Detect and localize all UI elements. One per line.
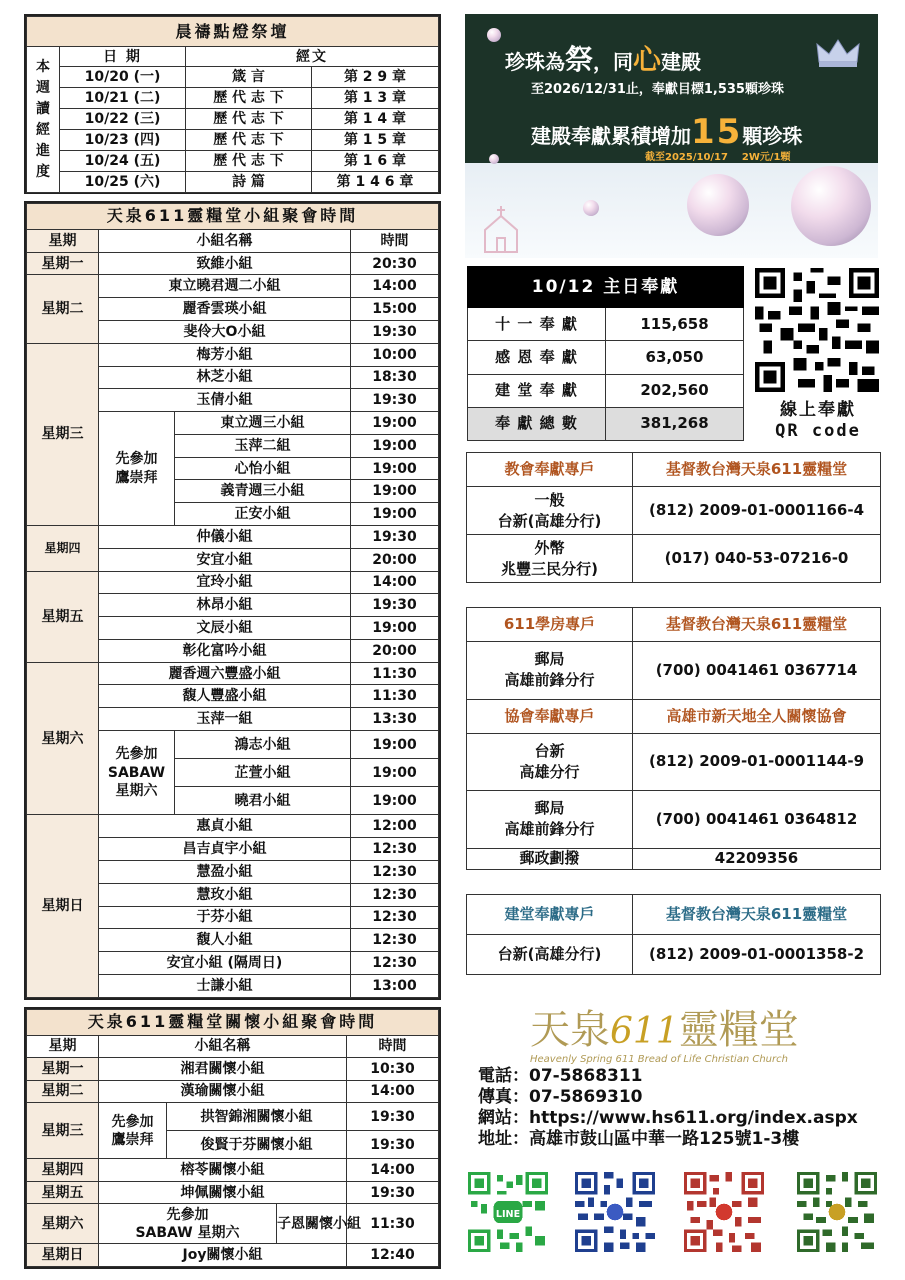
reading-date: 10/22 (三)	[60, 109, 186, 130]
group-time: 12:30	[351, 906, 439, 929]
account-bank: 台新 高雄分行	[467, 733, 633, 791]
ministry-accounts	[466, 607, 881, 870]
qr-label-line: QR code	[775, 421, 861, 441]
reading-book: 箴 言	[186, 67, 312, 88]
reading-chapter: 第 2 9 章	[312, 67, 439, 88]
group-name: 馥人小組	[99, 929, 351, 952]
group-name: 彰化富吟小組	[99, 639, 351, 662]
group-time: 20:00	[351, 639, 439, 662]
account-number: (812) 2009-01-0001144-9	[633, 733, 881, 791]
day-label: 星期四	[27, 525, 99, 571]
care-name: Joy關懷小組	[99, 1244, 347, 1267]
contact-info	[478, 1066, 858, 1150]
banner-text: ，同	[593, 50, 634, 74]
reading-date: 10/24 (五)	[60, 151, 186, 172]
care-title: 天泉611靈糧堂關懷小組聚會時間	[27, 1010, 439, 1036]
account-bank: 外幣 兆豐三民分行)	[467, 535, 633, 583]
reading-chapter: 第 1 4 6 章	[312, 172, 439, 193]
day-label: 星期三	[27, 1103, 99, 1159]
offering-label: 建 堂 奉 獻	[468, 374, 606, 407]
group-time: 20:00	[351, 548, 439, 571]
group-name: 東立曉君週二小組	[99, 275, 351, 298]
group-time: 14:00	[351, 571, 439, 594]
group-name: 林芝小組	[99, 366, 351, 389]
banner-text: 建殿奉獻累積增加	[531, 124, 691, 148]
group-time: 12:30	[351, 883, 439, 906]
phone: 電話：07-5868311	[478, 1066, 643, 1086]
offering-label: 感 恩 奉 獻	[468, 341, 606, 374]
group-name: 麗香雲瑛小組	[99, 298, 351, 321]
day-label: 星期六	[27, 1204, 99, 1244]
group-time: 19:30	[351, 320, 439, 343]
group-head-name: 小組名稱	[99, 229, 351, 252]
group-name: 玉萍二組	[175, 434, 351, 457]
banner-text: 祭	[565, 43, 594, 76]
pre-worship-note: 先參加 鷹崇拜	[99, 412, 175, 526]
group-time: 12:30	[351, 929, 439, 952]
care-name: 子恩關懷小組	[277, 1204, 347, 1244]
banner-headline	[505, 38, 701, 78]
account-holder: 基督教台灣天泉611靈糧堂	[633, 608, 881, 642]
account-holder: 高雄市新天地全人關懷協會	[633, 699, 881, 733]
facebook-qr-icon[interactable]	[575, 1172, 655, 1252]
group-head-day: 星期	[27, 229, 99, 252]
reading-chapter: 第 1 5 章	[312, 130, 439, 151]
care-name: 榕苓關懷小組	[99, 1159, 347, 1182]
logo-subtitle: Heavenly Spring 611 Bread of Life Christian Church	[530, 1054, 788, 1065]
account-bank: 郵政劃撥	[467, 848, 633, 869]
group-time: 11:30	[351, 662, 439, 685]
account-number: (017) 040-53-07216-0	[633, 535, 881, 583]
care-time: 19:30	[347, 1131, 439, 1159]
banner-date-note: 截至2025/10/17 2W元/1顆	[645, 152, 791, 163]
reading-chapter: 第 1 6 章	[312, 151, 439, 172]
day-label: 星期五	[27, 571, 99, 662]
account-heading: 教會奉獻專戶	[467, 453, 633, 487]
logo-text: 天泉	[530, 1007, 610, 1053]
group-name: 安宜小組	[99, 548, 351, 571]
church-logo	[530, 1008, 830, 1064]
care-time: 10:30	[347, 1058, 439, 1081]
group-name: 慧盈小組	[99, 860, 351, 883]
care-pre-worship-note: 先參加 鷹崇拜	[99, 1103, 167, 1159]
group-time: 19:30	[351, 525, 439, 548]
day-label: 星期一	[27, 1058, 99, 1081]
day-label: 星期二	[27, 1080, 99, 1103]
address: 地址：高雄市鼓山區中華一路125號1-3樓	[478, 1129, 800, 1149]
banner-text: 珍珠為	[505, 50, 565, 74]
svg-text:LINE: LINE	[495, 1208, 521, 1220]
pearl-icon	[489, 154, 499, 164]
account-bank: 郵局 高雄前鋒分行	[467, 791, 633, 849]
group-name: 玉萍一組	[99, 708, 351, 731]
reading-chapter: 第 1 4 章	[312, 109, 439, 130]
group-name: 慧玫小組	[99, 883, 351, 906]
qr-label-line: 線上奉獻	[780, 400, 856, 420]
day-label: 星期日	[27, 815, 99, 998]
group-time: 19:00	[351, 617, 439, 640]
reading-date: 10/23 (四)	[60, 130, 186, 151]
group-time: 10:00	[351, 343, 439, 366]
group-name: 梅芳小組	[99, 343, 351, 366]
offering-value: 115,658	[606, 308, 744, 341]
group-name: 文辰小組	[99, 617, 351, 640]
reading-side-label: 本週讀經進度	[27, 47, 60, 193]
hs611-qr-icon[interactable]	[797, 1172, 877, 1252]
group-name: 于芬小組	[99, 906, 351, 929]
group-name: 仲儀小組	[99, 525, 351, 548]
line-qr-icon[interactable]	[468, 1172, 548, 1252]
group-name: 安宜小組 (隔周日)	[99, 952, 351, 975]
group-time: 12:30	[351, 952, 439, 975]
pearl-banner	[465, 14, 878, 258]
care-name: 坤佩關懷小組	[99, 1181, 347, 1204]
group-time: 20:30	[351, 252, 439, 275]
reading-book: 歷 代 志 下	[186, 130, 312, 151]
group-name: 惠貞小組	[99, 815, 351, 838]
care-pre-sabaw-note: 先參加 SABAW 星期六	[99, 1204, 277, 1244]
group-name: 義青週三小組	[175, 480, 351, 503]
day-label: 星期五	[27, 1181, 99, 1204]
reading-book: 詩 篇	[186, 172, 312, 193]
pearl-icon	[687, 174, 749, 236]
account-holder: 基督教台灣天泉611靈糧堂	[633, 895, 881, 935]
group-name: 玉倩小組	[99, 389, 351, 412]
offering-value: 202,560	[606, 374, 744, 407]
day-label: 星期日	[27, 1244, 99, 1267]
small-group-schedule	[24, 201, 441, 1000]
banner-text: 建殿	[661, 50, 702, 74]
offering-total-value: 381,268	[606, 407, 744, 440]
care-name: 俊賢于芬關懷小組	[167, 1131, 347, 1159]
reading-book: 歷 代 志 下	[186, 88, 312, 109]
reading-date: 10/20 (一)	[60, 67, 186, 88]
group-time: 19:00	[351, 480, 439, 503]
group-time: 19:00	[351, 412, 439, 435]
reading-title: 晨禱點燈祭壇	[27, 17, 439, 47]
banner-text: 顆珍珠	[742, 124, 803, 148]
group-name: 芷萱小組	[175, 759, 351, 787]
group-time: 12:30	[351, 838, 439, 861]
banner-count: 15	[691, 112, 743, 152]
care-head-name: 小組名稱	[99, 1035, 347, 1058]
church-account	[466, 452, 881, 583]
group-name: 斐伶大O小組	[99, 320, 351, 343]
offering-label: 十 一 奉 獻	[468, 308, 606, 341]
group-time: 19:00	[351, 503, 439, 526]
group-time: 19:00	[351, 434, 439, 457]
account-heading: 611學房專戶	[467, 608, 633, 642]
care-time: 12:40	[347, 1244, 439, 1267]
group-name: 曉君小組	[175, 787, 351, 815]
banner-goal: 至2026/12/31止，奉獻目標1,535顆珍珠	[531, 82, 784, 97]
account-heading: 建堂奉獻專戶	[467, 895, 633, 935]
group-name: 士謙小組	[99, 974, 351, 997]
pearl-icon	[791, 166, 871, 246]
banner-text: 心	[633, 43, 662, 76]
group-name: 昌吉貞宇小組	[99, 838, 351, 861]
care-time: 19:30	[347, 1181, 439, 1204]
group-time: 13:00	[351, 974, 439, 997]
account-bank: 台新(高雄分行)	[467, 935, 633, 975]
reading-book: 歷 代 志 下	[186, 109, 312, 130]
care-time: 14:00	[347, 1080, 439, 1103]
group-name: 正安小組	[175, 503, 351, 526]
group-title: 天泉611靈糧堂小組聚會時間	[27, 204, 439, 230]
logo-number: 611	[610, 1011, 679, 1052]
website-link[interactable]: 網站：https://www.hs611.org/index.aspx	[478, 1108, 858, 1128]
group-name: 宜玲小組	[99, 571, 351, 594]
day-label: 星期三	[27, 343, 99, 525]
reading-schedule	[24, 14, 441, 194]
offering-table	[467, 266, 744, 441]
group-time: 11:30	[351, 685, 439, 708]
church-icon	[479, 204, 523, 254]
account-bank: 一般 台新(高雄分行)	[467, 487, 633, 535]
account-number: (700) 0041461 0364812	[633, 791, 881, 849]
group-time: 12:00	[351, 815, 439, 838]
group-time: 18:30	[351, 366, 439, 389]
group-name: 致維小組	[99, 252, 351, 275]
day-label: 星期四	[27, 1159, 99, 1182]
group-time: 19:00	[351, 731, 439, 759]
group-time: 15:00	[351, 298, 439, 321]
group-time: 19:30	[351, 594, 439, 617]
account-holder: 基督教台灣天泉611靈糧堂	[633, 453, 881, 487]
group-time: 19:00	[351, 759, 439, 787]
day-label: 星期二	[27, 275, 99, 343]
group-head-time: 時間	[351, 229, 439, 252]
care-head-time: 時間	[347, 1035, 439, 1058]
care-name: 拱智錦湘關懷小組	[167, 1103, 347, 1131]
building-account	[466, 894, 881, 975]
banner-progress	[531, 112, 802, 152]
reading-head-text: 經文	[186, 47, 439, 67]
group-time: 19:00	[351, 787, 439, 815]
day-label: 星期一	[27, 252, 99, 275]
offering-title: 10/12 主日奉獻	[468, 267, 744, 308]
group-time: 14:00	[351, 275, 439, 298]
care-name: 湘君關懷小組	[99, 1058, 347, 1081]
group-name: 心怡小組	[175, 457, 351, 480]
crown-icon	[815, 36, 861, 70]
online-offering-label	[748, 400, 888, 442]
day-label: 星期六	[27, 662, 99, 815]
fax: 傳真：07-5869310	[478, 1087, 643, 1107]
account-number: 42209356	[633, 848, 881, 869]
logo-text: 靈糧堂	[678, 1007, 799, 1053]
group-name: 鴻志小組	[175, 731, 351, 759]
offering-value: 63,050	[606, 341, 744, 374]
reading-chapter: 第 1 3 章	[312, 88, 439, 109]
group-name: 麗香週六豐盛小組	[99, 662, 351, 685]
care-group-schedule	[24, 1007, 441, 1269]
youtube-qr-icon[interactable]	[684, 1172, 764, 1252]
group-time: 19:30	[351, 389, 439, 412]
account-bank: 郵局 高雄前鋒分行	[467, 642, 633, 700]
account-number: (812) 2009-01-0001166-4	[633, 487, 881, 535]
group-time: 19:00	[351, 457, 439, 480]
pre-sabaw-note: 先參加 SABAW 星期六	[99, 731, 175, 815]
account-number: (700) 0041461 0367714	[633, 642, 881, 700]
group-time: 13:30	[351, 708, 439, 731]
group-time: 12:30	[351, 860, 439, 883]
care-name: 漢瑜關懷小組	[99, 1080, 347, 1103]
offering-total-label: 奉 獻 總 數	[468, 407, 606, 440]
care-time: 19:30	[347, 1103, 439, 1131]
reading-date: 10/25 (六)	[60, 172, 186, 193]
reading-head-date: 日 期	[60, 47, 186, 67]
group-name: 東立週三小組	[175, 412, 351, 435]
reading-date: 10/21 (二)	[60, 88, 186, 109]
pearl-icon	[583, 200, 599, 216]
group-name: 林昂小組	[99, 594, 351, 617]
group-name: 馥人豐盛小組	[99, 685, 351, 708]
account-heading: 協會奉獻專戶	[467, 699, 633, 733]
care-time: 11:30	[347, 1204, 439, 1244]
account-number: (812) 2009-01-0001358-2	[633, 935, 881, 975]
care-time: 14:00	[347, 1159, 439, 1182]
pearl-icon	[487, 28, 501, 42]
reading-book: 歷 代 志 下	[186, 151, 312, 172]
care-head-day: 星期	[27, 1035, 99, 1058]
online-offering-qr-icon[interactable]	[753, 268, 881, 392]
